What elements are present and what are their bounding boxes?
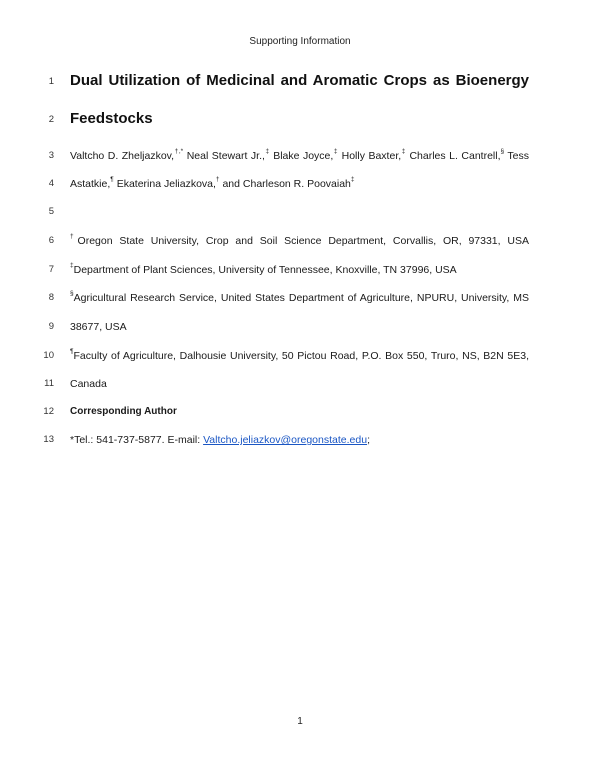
line-12 — [0, 406, 600, 426]
author-name: Tess — [504, 150, 530, 162]
line-13 — [0, 434, 600, 454]
line-1 — [0, 72, 600, 92]
line-5 — [0, 206, 600, 226]
email-link[interactable]: Valtcho.jeliazkov@oregonstate.edu — [203, 434, 368, 446]
paper-title-line-1: Dual Utilization of Medicinal and Aromatic Crops as Bioenergy — [70, 72, 529, 89]
line-number: 12 — [43, 406, 54, 417]
author-affiliation-mark: ‡ — [401, 148, 406, 155]
author-name: Ekaterina Jeliazkova, — [113, 178, 216, 190]
author-name: Blake Joyce, — [269, 150, 334, 162]
affiliation-dalhousie-line-1 — [70, 350, 529, 362]
line-number: 4 — [48, 178, 54, 189]
author-affiliation-mark: ‡ — [350, 176, 355, 183]
line-number: 5 — [48, 206, 54, 217]
author-name: Astatkie, — [70, 178, 111, 190]
line-number: 1 — [48, 76, 54, 87]
affiliation-usda-line-2: 38677, USA — [70, 321, 127, 333]
affiliation-mark: † — [70, 233, 78, 240]
affiliation-dalhousie-line-2: Canada — [70, 378, 107, 390]
line-number: 3 — [48, 150, 54, 161]
line-number: 6 — [48, 235, 54, 246]
line-number: 7 — [48, 264, 54, 275]
author-list-line-2 — [70, 178, 529, 190]
author-affiliation-mark: ¶ — [110, 176, 114, 183]
line-11 — [0, 378, 600, 398]
affiliation-oregon — [70, 235, 529, 247]
line-number: 2 — [48, 114, 54, 125]
line-9 — [0, 321, 600, 341]
affiliation-mark: ¶ — [70, 348, 74, 355]
affiliation-text: Department of Plant Sciences, University of Tennessee, Knoxville, TN 37996, USA — [73, 264, 457, 276]
page-number: 1 — [297, 716, 303, 727]
author-name: Charles L. Cantrell, — [405, 150, 501, 162]
line-number: 10 — [43, 350, 54, 361]
corresponding-contact — [70, 434, 529, 446]
line-4 — [0, 178, 600, 198]
author-list-line-1 — [70, 150, 529, 162]
author-affiliation-mark: †,* — [174, 148, 184, 155]
line-number: 13 — [43, 434, 54, 445]
contact-suffix: ; — [367, 434, 370, 446]
corresponding-author-heading: Corresponding Author — [70, 406, 177, 417]
paper-title-line-2: Feedstocks — [70, 110, 153, 127]
author-name: Neal Stewart Jr., — [183, 150, 265, 162]
affiliation-text: Oregon State University, Crop and Soil Science Department, Corvallis, OR, 97331, USA — [77, 235, 529, 247]
line-3 — [0, 150, 600, 170]
line-number: 11 — [44, 378, 54, 389]
author-name: and Charleson R. Poovaiah — [219, 178, 351, 190]
line-8 — [0, 292, 600, 312]
contact-phone: *Tel.: 541-737-5877. E-mail: — [70, 434, 204, 446]
line-number: 8 — [48, 292, 54, 303]
line-2 — [0, 110, 600, 130]
running-header: Supporting Information — [249, 36, 351, 47]
author-affiliation-mark: ‡ — [264, 148, 270, 155]
author-affiliation-mark: § — [500, 148, 505, 155]
line-6 — [0, 235, 600, 255]
affiliation-mark: ‡ — [70, 262, 74, 269]
author-affiliation-mark: † — [215, 176, 220, 183]
line-10 — [0, 350, 600, 370]
line-7 — [0, 264, 600, 284]
author-affiliation-mark: ‡ — [333, 148, 339, 155]
affiliation-tennessee — [70, 264, 529, 276]
affiliation-text: Faculty of Agriculture, Dalhousie University, 50 Pictou Road, P.O. Box 550, Truro, NS, B2N 5E3, — [73, 350, 529, 362]
affiliation-mark: § — [70, 290, 74, 297]
line-number: 9 — [48, 321, 54, 332]
affiliation-usda-line-1 — [70, 292, 529, 304]
author-name: Valtcho D. Zheljazkov, — [70, 150, 175, 162]
author-name: Holly Baxter, — [338, 150, 402, 162]
affiliation-text: Agricultural Research Service, United States Department of Agriculture, NPURU, University, MS — [73, 292, 529, 304]
